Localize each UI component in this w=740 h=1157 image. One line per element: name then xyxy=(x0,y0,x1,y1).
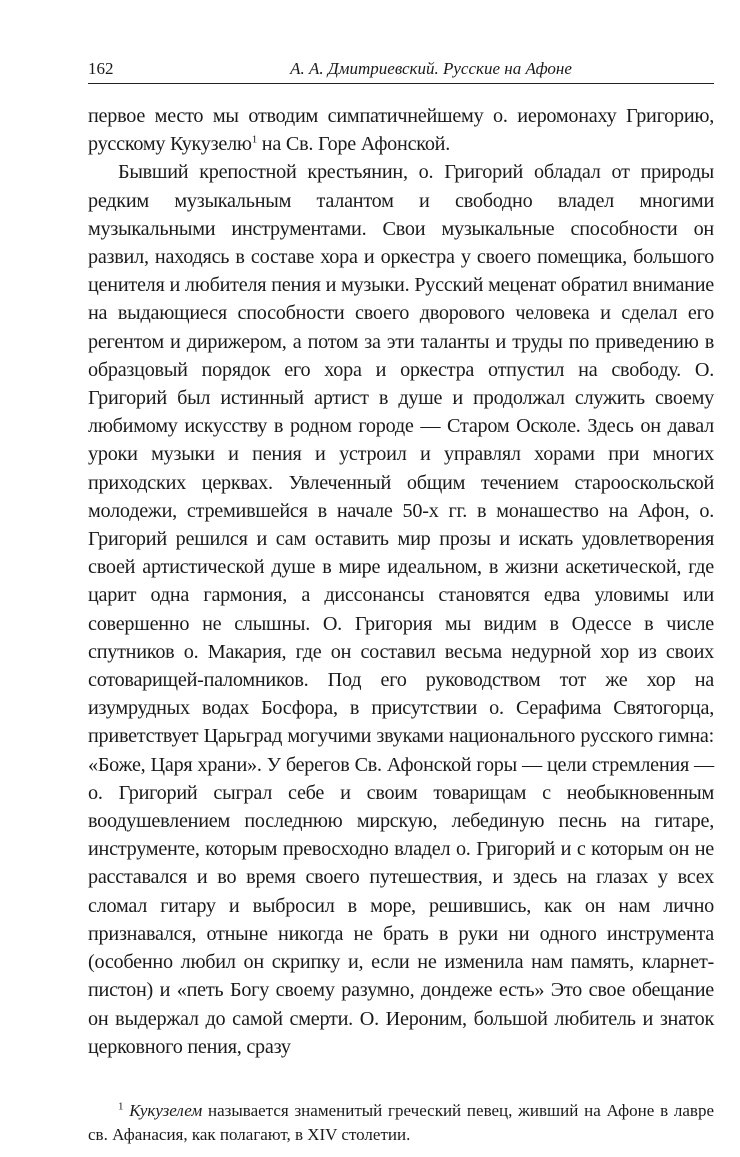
footnote-term: Кукузелем xyxy=(129,1100,203,1120)
footnote-text: называется знаменитый греческий певец, живший на Афоне в лавре св. Афанасия, как полагают, в XIV столетии. xyxy=(88,1100,714,1144)
paragraph-1-text: первое место мы отводим симпатичнейшему о. иеромонаху Григорию, русскому Кукузелю xyxy=(88,105,714,156)
footnote xyxy=(88,1099,714,1147)
footnote-marker: 1 xyxy=(118,1100,124,1113)
page-header xyxy=(88,55,714,84)
paragraph-1-text-end: на Св. Горе Афонской. xyxy=(257,133,451,156)
footnote-reference: 1 xyxy=(251,133,257,146)
paragraph-continued xyxy=(88,102,714,158)
book-page xyxy=(88,55,714,1147)
main-text xyxy=(88,102,714,1061)
page-number: 162 xyxy=(88,59,114,78)
running-head: А. А. Дмитриевский. Русские на Афоне xyxy=(290,59,572,78)
paragraph: Бывший крепостной крестьянин, о. Григорий обладал от природы редким музыкальным талантом и свободно владел многими музыкальными инструментами. Свои музыкальные способности он развил, находясь в составе хора и оркестра у своего помещика, большого ценителя и любителя пения и музыки. Русский меценат обратил внимание на выдающиеся способности своего дворового человека и сделал его регентом и дирижером, а потом за эти таланты и труды по приведению в образцовый порядок его хора и оркестра отпустил на свободу. О. Григорий был истинный артист в душе и продолжал служить своему любимому искусству в родном городе — Старом Осколе. Здесь он давал уроки музыки и пения и устроил и управлял хорами при многих приходских церквах. Увлеченный общим течением старооскольской молодежи, стремившейся в начале 50-х гг. в монашество на Афон, о. Григорий решился и сам оставить мир прозы и искать удовлетворения своей артистической душе в мире идеальном, в жизни аскетической, где царит одна гармония, а диссонансы становятся едва уловимы или совершенно не слышны. О. Григория мы видим в Одессе в числе спутников о. Макария, где он составил весьма недурной хор из своих сотоварищей-паломников. Под его руководством тот же хор на изумрудных водах Босфора, в присутствии о. Серафима Святогорца, приветствует Царьград могучими звуками национального русского гимна: «Боже, Царя храни». У берегов Св. Афонской горы — цели стремления — о. Григорий сыграл себе и своим товарищам с необыкновенным воодушевлением последнюю мирскую, лебединую песнь на гитаре, инструменте, которым превосходно владел о. Григорий и с которым он не расставался и во время своего путешествия, и здесь на глазах у всех сломал гитару и выбросил в море, решившись, как он нам лично признавался, отныне никогда не брать в руки ни одного инструмента (особенно любил он скрипку и, если не изменила нам память, кларнет-пистон) и «петь Богу своему разумно, дондеже есть» Это свое обещание он выдержал до самой смерти. О. Иероним, большой любитель и знаток церковного пения, сразу xyxy=(88,161,714,1058)
